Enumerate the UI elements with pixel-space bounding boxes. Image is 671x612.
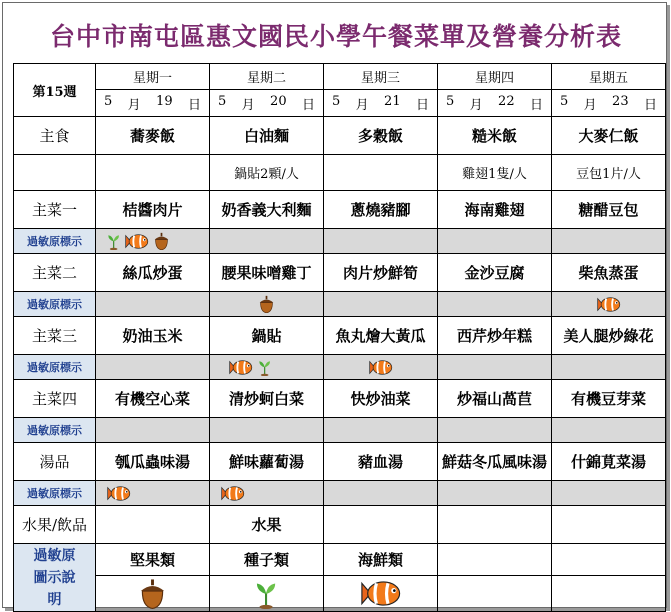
allergy-cell [96, 229, 210, 254]
date-part: 21 [384, 93, 401, 109]
legend-icon-row [14, 576, 666, 612]
fish-icon [368, 359, 394, 376]
staple-note [96, 155, 210, 191]
date-part: 日 [415, 97, 429, 113]
allergy-cell [324, 229, 438, 254]
day-header-row [14, 64, 666, 90]
allergy-row [14, 229, 666, 254]
seed-icon [106, 232, 121, 251]
seed-icon [253, 578, 279, 610]
dish-row [14, 254, 666, 292]
date-part: 23 [612, 93, 629, 109]
day-date [324, 90, 438, 117]
fruit-item [438, 506, 552, 544]
nut-icon [153, 232, 170, 251]
allergy-cell [96, 292, 210, 317]
allergy-cell [96, 355, 210, 380]
dish-item: 瓠瓜蟲味湯 [96, 443, 210, 481]
day-date [438, 90, 552, 117]
legend-icon-cell [96, 576, 210, 612]
legend-empty [438, 544, 552, 576]
date-part: 22 [498, 93, 515, 109]
fruit-item [96, 506, 210, 544]
week-label: 第15週 [14, 64, 96, 117]
date-part: 日 [187, 97, 201, 113]
fish-icon [228, 359, 254, 376]
allergy-cell [438, 292, 552, 317]
dish-item: 鮮菇冬瓜風味湯 [438, 443, 552, 481]
legend-empty [552, 544, 666, 576]
dish-row [14, 191, 666, 229]
row-label-empty [14, 155, 96, 191]
allergy-cell [438, 229, 552, 254]
row-label: 湯品 [14, 443, 96, 481]
allergy-cell [552, 292, 666, 317]
dish-item: 桔醬肉片 [96, 191, 210, 229]
allergy-cell [324, 292, 438, 317]
date-part: 5 [332, 93, 341, 109]
legend-empty [552, 576, 666, 612]
allergy-icons [552, 296, 665, 313]
dish-item: 炒福山萵苣 [438, 380, 552, 418]
allergy-icons [96, 485, 209, 502]
row-label: 主菜一 [14, 191, 96, 229]
staple-note [324, 155, 438, 191]
allergy-cell [552, 418, 666, 443]
allergy-row [14, 481, 666, 506]
date-part: 5 [446, 93, 455, 109]
date-part: 日 [643, 97, 657, 113]
day-name: 星期五 [552, 64, 666, 90]
nut-icon [138, 578, 167, 610]
allergy-cell [210, 292, 324, 317]
allergy-cell [552, 481, 666, 506]
fruit-item: 水果 [210, 506, 324, 544]
dish-item: 有機豆芽菜 [552, 380, 666, 418]
allergy-icons [324, 359, 437, 376]
dish-item: 蔥燒豬腳 [324, 191, 438, 229]
dish-item: 柴魚蒸蛋 [552, 254, 666, 292]
date-part: 月 [127, 97, 141, 113]
dish-item: 魚丸燴大黃瓜 [324, 317, 438, 355]
allergy-cell [438, 481, 552, 506]
date-part: 月 [241, 97, 255, 113]
dish-item: 肉片炒鮮筍 [324, 254, 438, 292]
dish-item: 腰果味噌雞丁 [210, 254, 324, 292]
fish-icon [596, 296, 622, 313]
row-label: 主菜二 [14, 254, 96, 292]
dish-row [14, 317, 666, 355]
dish-item: 西芹炒年糕 [438, 317, 552, 355]
seed-icon [257, 358, 272, 377]
dish-item: 海南雞翅 [438, 191, 552, 229]
allergy-label: 過敏原標示 [14, 355, 96, 380]
dish-item: 奶油玉米 [96, 317, 210, 355]
day-name: 星期三 [324, 64, 438, 90]
day-date [210, 90, 324, 117]
allergy-cell [438, 418, 552, 443]
day-name: 星期二 [210, 64, 324, 90]
staple-item: 蕎麥飯 [96, 117, 210, 155]
row-label: 主菜三 [14, 317, 96, 355]
dish-row [14, 443, 666, 481]
allergy-cell [438, 355, 552, 380]
date-part: 日 [529, 97, 543, 113]
allergy-row [14, 418, 666, 443]
allergy-row [14, 355, 666, 380]
allergy-cell [552, 355, 666, 380]
allergy-icons [210, 358, 323, 377]
allergy-cell [210, 229, 324, 254]
page-title: 台中市南屯區惠文國民小學午餐菜單及營養分析表 [49, 22, 622, 51]
date-part: 日 [301, 97, 315, 113]
allergy-row [14, 292, 666, 317]
allergy-label: 過敏原標示 [14, 292, 96, 317]
date-part: 月 [469, 97, 483, 113]
allergy-cell [210, 418, 324, 443]
day-date [552, 90, 666, 117]
legend-empty [438, 576, 552, 612]
fruit-item [324, 506, 438, 544]
date-part: 19 [156, 93, 173, 109]
staple-note-row [14, 155, 666, 191]
dish-item: 鮮味蘿蔔湯 [210, 443, 324, 481]
dish-item: 有機空心菜 [96, 380, 210, 418]
fruit-row [14, 506, 666, 544]
staple-note: 雞翅1隻/人 [438, 155, 552, 191]
dish-row [14, 380, 666, 418]
dish-item: 糖醋豆包 [552, 191, 666, 229]
allergy-icons [210, 295, 323, 314]
allergy-cell [324, 481, 438, 506]
dish-item: 絲瓜炒蛋 [96, 254, 210, 292]
staple-item: 白油麵 [210, 117, 324, 155]
day-date [96, 90, 210, 117]
fruit-item [552, 506, 666, 544]
menu-sheet [2, 2, 667, 608]
dish-item: 金沙豆腐 [438, 254, 552, 292]
menu-table [13, 63, 666, 612]
date-part: 20 [270, 93, 287, 109]
day-name: 星期一 [96, 64, 210, 90]
nut-icon [258, 295, 275, 314]
allergy-label: 過敏原標示 [14, 229, 96, 254]
allergy-cell [210, 481, 324, 506]
date-part: 5 [560, 93, 569, 109]
staple-item: 大麥仁飯 [552, 117, 666, 155]
fish-icon [124, 233, 150, 250]
row-label: 主菜四 [14, 380, 96, 418]
dish-item: 豬血湯 [324, 443, 438, 481]
date-part: 5 [218, 93, 227, 109]
allergy-label: 過敏原標示 [14, 418, 96, 443]
legend-name: 海鮮類 [324, 544, 438, 576]
legend-label: 過敏原圖示說明 [14, 544, 96, 612]
allergy-cell [552, 229, 666, 254]
date-part: 5 [104, 93, 113, 109]
allergy-cell [210, 355, 324, 380]
date-part: 月 [583, 97, 597, 113]
day-name: 星期四 [438, 64, 552, 90]
legend-icon-cell [210, 576, 324, 612]
allergy-cell [96, 418, 210, 443]
staple-note: 豆包1片/人 [552, 155, 666, 191]
fish-icon [359, 579, 403, 608]
legend-name: 堅果類 [96, 544, 210, 576]
row-label: 主食 [14, 117, 96, 155]
legend-name: 種子類 [210, 544, 324, 576]
staple-item: 多穀飯 [324, 117, 438, 155]
dish-item: 清炒蚵白菜 [210, 380, 324, 418]
dish-item: 美人腿炒綠花 [552, 317, 666, 355]
allergy-label: 過敏原標示 [14, 481, 96, 506]
staple-row [14, 117, 666, 155]
fish-icon [106, 485, 132, 502]
fish-icon [220, 485, 246, 502]
allergy-icons [96, 232, 209, 251]
allergy-cell [324, 418, 438, 443]
dish-item: 鍋貼 [210, 317, 324, 355]
allergy-cell [324, 355, 438, 380]
date-row [14, 90, 666, 117]
row-label: 水果/飲品 [14, 506, 96, 544]
allergy-cell [96, 481, 210, 506]
date-part: 月 [355, 97, 369, 113]
staple-item: 糙米飯 [438, 117, 552, 155]
staple-note: 鍋貼2顆/人 [210, 155, 324, 191]
dish-item: 快炒油菜 [324, 380, 438, 418]
dish-item: 什錦莧菜湯 [552, 443, 666, 481]
legend-row [14, 544, 666, 576]
allergy-icons [210, 485, 323, 502]
dish-item: 奶香義大利麵 [210, 191, 324, 229]
legend-icon-cell [324, 576, 438, 612]
